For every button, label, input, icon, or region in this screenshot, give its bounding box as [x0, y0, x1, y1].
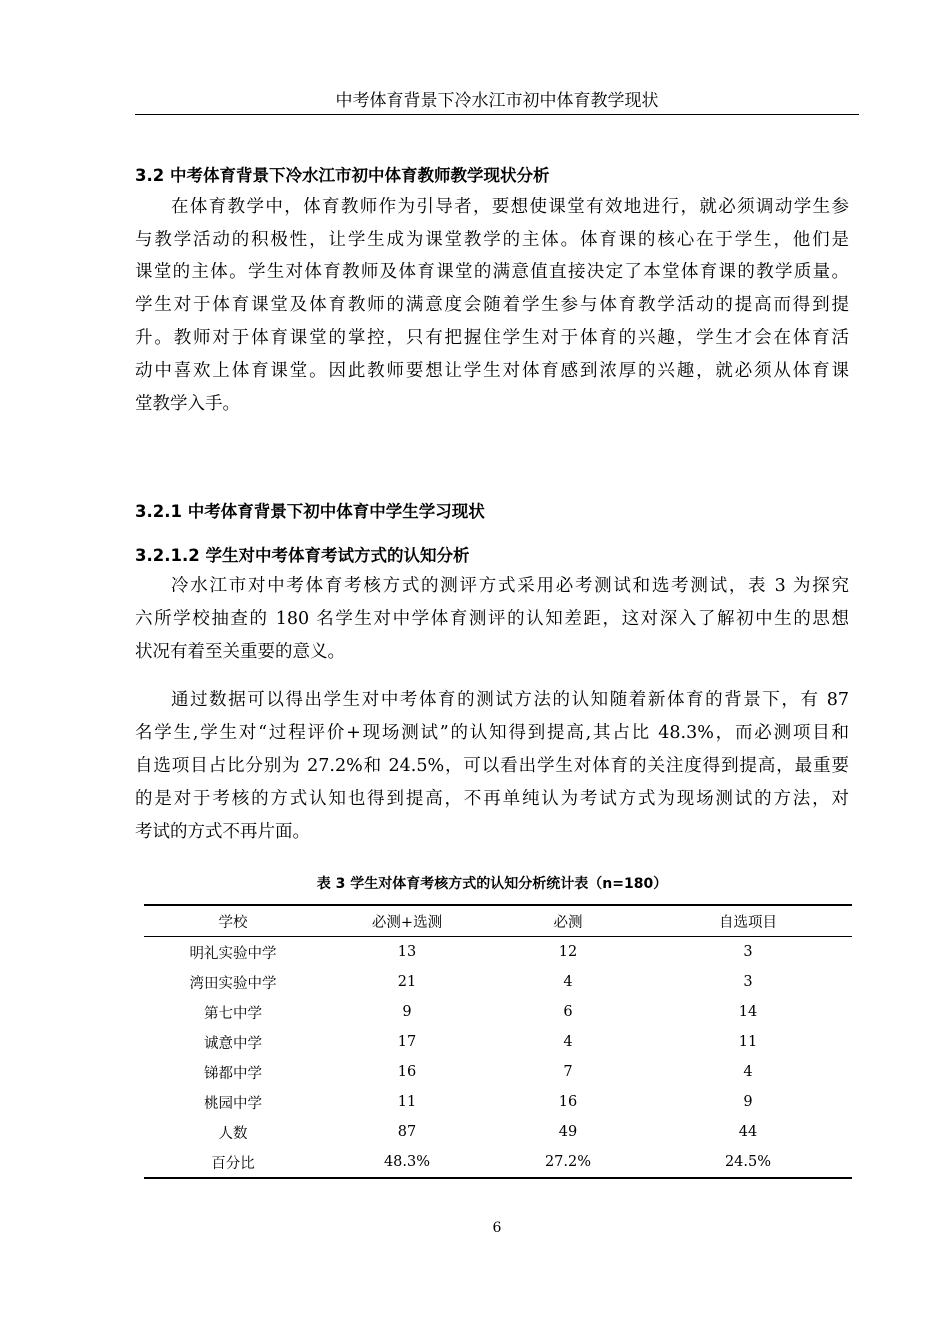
- table-cell: 48.3%: [383, 1154, 431, 1170]
- table-cell: 4: [563, 1034, 573, 1050]
- table-cell: 16: [558, 1094, 578, 1110]
- paragraph-line: 在体育教学中，体育教师作为引导者，要想使课堂有效地进行，就必须调动学生参: [171, 197, 849, 217]
- table-cell: 7: [563, 1064, 573, 1080]
- table-caption: 表 3 学生对体育考核方式的认知分析统计表（n=180）: [316, 876, 668, 892]
- column-header-school: 学校: [218, 914, 248, 931]
- table-cell: 百分比: [211, 1155, 255, 1172]
- table-row: [144, 997, 852, 1027]
- table-cell: 87: [397, 1124, 417, 1140]
- table-cell: 16: [397, 1064, 417, 1080]
- column-header-required: 必测: [553, 914, 583, 931]
- table-cell: 9: [402, 1004, 412, 1020]
- table-row: [144, 1087, 852, 1117]
- table-cell: 49: [558, 1124, 578, 1140]
- table-cell: 桃园中学: [204, 1095, 262, 1112]
- section-heading-3-2-1-2: 3.2.1.2 学生对中考体育考试方式的认知分析: [135, 546, 470, 565]
- section-heading-3-2-1: 3.2.1 中考体育背景下初中体育中学生学习现状: [135, 502, 485, 521]
- paragraph-line: 自选项目占比分别为 27.2%和 24.5%，可以看出学生对体育的关注度得到提高，最重要: [135, 756, 849, 776]
- table-cell: 17: [397, 1034, 417, 1050]
- paragraph-line: 动中喜欢上体育课堂。因此教师要想让学生对体育感到浓厚的兴趣，就必须从体育课: [135, 361, 849, 381]
- paragraph-line: 堂教学入手。: [135, 394, 240, 414]
- page-header: 中考体育背景下冷水江市初中体育教学现状: [335, 91, 659, 111]
- section-heading-3-2: 3.2 中考体育背景下冷水江市初中体育教师教学现状分析: [135, 166, 550, 185]
- paragraph-line: 课堂的主体。学生对体育教师及体育课堂的满意值直接决定了本堂体育课的教学质量。: [135, 262, 849, 282]
- table-cell: 3: [743, 974, 753, 990]
- table-cell: 4: [743, 1064, 753, 1080]
- paragraph-line: 状况有着至关重要的意义。: [135, 642, 345, 662]
- paragraph-line: 名学生,学生对“过程评价+现场测试”的认知得到提高,其占比 48.3%，而必测项目和: [135, 723, 849, 743]
- table-cell: 11: [738, 1034, 758, 1050]
- table-row: [144, 1027, 852, 1057]
- table-cell: 12: [558, 944, 578, 960]
- column-header-elective: 自选项目: [719, 914, 777, 931]
- table-cell: 11: [397, 1094, 417, 1110]
- table-cell: 3: [743, 944, 753, 960]
- paragraph-line: 学生对于体育课堂及体育教师的满意度会随着学生参与体育教学活动的提高而得到提: [135, 295, 849, 315]
- column-header-required-plus-elective: 必测+选测: [371, 914, 443, 931]
- paragraph-line: 冷水江市对中考体育考核方式的测评方式采用必考测试和选考测试，表 3 为探究: [171, 576, 849, 596]
- table-row: [144, 1057, 852, 1087]
- paragraph-line: 通过数据可以得出学生对中考体育的测试方法的认知随着新体育的背景下，有 87: [171, 690, 849, 710]
- table-row-percentage: [144, 1147, 852, 1178]
- table-cell: 诚意中学: [204, 1035, 262, 1052]
- paragraph-line: 升。教师对于体育课堂的掌控，只有把握住学生对于体育的兴趣，学生才会在体育活: [135, 328, 849, 348]
- paragraph-line: 考试的方式不再片面。: [135, 822, 310, 842]
- table-row: [144, 967, 852, 997]
- table-cell: 第七中学: [204, 1005, 262, 1022]
- table-cell: 湾田实验中学: [189, 975, 277, 992]
- table-row: [144, 937, 852, 968]
- paragraph-line: 六所学校抽查的 180 名学生对中学体育测评的认知差距，这对深入了解初中生的思想: [135, 609, 849, 629]
- table-cell: 6: [563, 1004, 573, 1020]
- table-cell: 21: [397, 974, 417, 990]
- table-cell: 14: [738, 1004, 758, 1020]
- table-cell: 44: [738, 1124, 758, 1140]
- table-cell: 人数: [218, 1125, 248, 1142]
- table-header-row: [144, 905, 852, 937]
- table-cell: 明礼实验中学: [189, 945, 277, 962]
- table-cell: 13: [397, 944, 417, 960]
- table-cell: 9: [743, 1094, 753, 1110]
- table-cell: 锑都中学: [204, 1065, 262, 1082]
- table-cell: 27.2%: [544, 1154, 592, 1170]
- paragraph-line: 与教学活动的积极性，让学生成为课堂教学的主体。体育课的核心在于学生，他们是: [135, 230, 849, 250]
- table-cell: 24.5%: [724, 1154, 772, 1170]
- header-rule: [135, 114, 859, 115]
- page-number: 6: [492, 1220, 502, 1236]
- table-cell: 4: [563, 974, 573, 990]
- table-row-total: [144, 1117, 852, 1147]
- paragraph-line: 的是对于考核的方式认知也得到提高，不再单纯认为考试方式为现场测试的方法，对: [135, 789, 849, 809]
- statistics-table: [144, 904, 852, 1179]
